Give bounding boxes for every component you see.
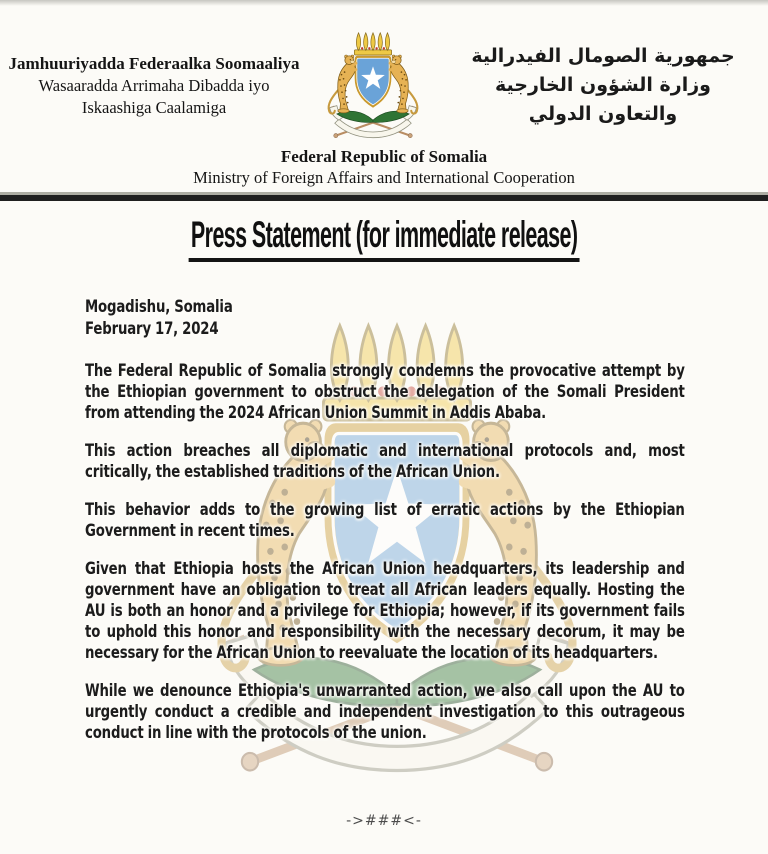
letterhead-somali-line3: Iskaashiga Caalamiga bbox=[81, 98, 227, 117]
letterhead-somali-line2: Wasaaradda Arrimaha Dibadda iyo bbox=[38, 76, 270, 95]
statement-paragraph: Given that Ethiopia hosts the African Union headquarters, its leadership and government have an obligation to treat all African leaders equally. Hosting the AU is both an honor and a privilege for Ethiopia; however, if its government fails to uphold this honor and responsibility with the necessary decorum, it may be necessary for the African Union to reevaluate the location of its headquarters. bbox=[85, 559, 685, 662]
statement-paragraph: While we denounce Ethiopia's unwarranted action, we also call upon the AU to urgently conduct a credible and independent investigation to this outrageous conduct in line with the protocols of the union. bbox=[85, 681, 685, 742]
letterhead bbox=[0, 0, 768, 189]
letterhead-arabic-line2: وزارة الشؤون الخارجية bbox=[495, 74, 711, 96]
dateline-city: Mogadishu, Somalia bbox=[85, 297, 233, 316]
press-statement-title bbox=[0, 215, 768, 262]
dateline bbox=[85, 296, 685, 340]
letterhead-english-line2: Ministry of Foreign Affairs and International Cooperation bbox=[193, 168, 575, 187]
letterhead-english-line1: Federal Republic of Somalia bbox=[280, 147, 488, 166]
end-of-document-mark: ->###<- bbox=[346, 813, 422, 829]
letterhead-arabic-line1: جمهورية الصومال الفيدرالية bbox=[471, 45, 735, 67]
statement-paragraph: This action breaches all diplomatic and international protocols and, most critically, the established traditions of the African Union. bbox=[85, 441, 685, 481]
letterhead-somali-block bbox=[0, 28, 308, 119]
header-divider bbox=[0, 195, 768, 201]
letterhead-somali-line1: Jamhuuriyadda Federaalka Soomaaliya bbox=[8, 54, 300, 73]
letterhead-arabic-block bbox=[438, 28, 768, 129]
letterhead-english-block bbox=[0, 146, 768, 189]
press-statement-title-text: Press Statement (for immediate release) bbox=[188, 215, 579, 262]
statement-body bbox=[85, 296, 685, 743]
letterhead-arabic-line3: والتعاون الدولي bbox=[528, 103, 678, 125]
somalia-coat-of-arms-icon bbox=[311, 28, 435, 142]
dateline-date: February 17, 2024 bbox=[85, 319, 219, 338]
statement-paragraph: This behavior adds to the growing list of erratic actions by the Ethiopian Government in recent times. bbox=[85, 500, 685, 540]
statement-paragraph: The Federal Republic of Somalia strongly condemns the provocative attempt by the Ethiopian government to obstruct the delegation of the Somali President from attending the 2024 African Union Summit in Addis Ababa. bbox=[85, 361, 685, 422]
